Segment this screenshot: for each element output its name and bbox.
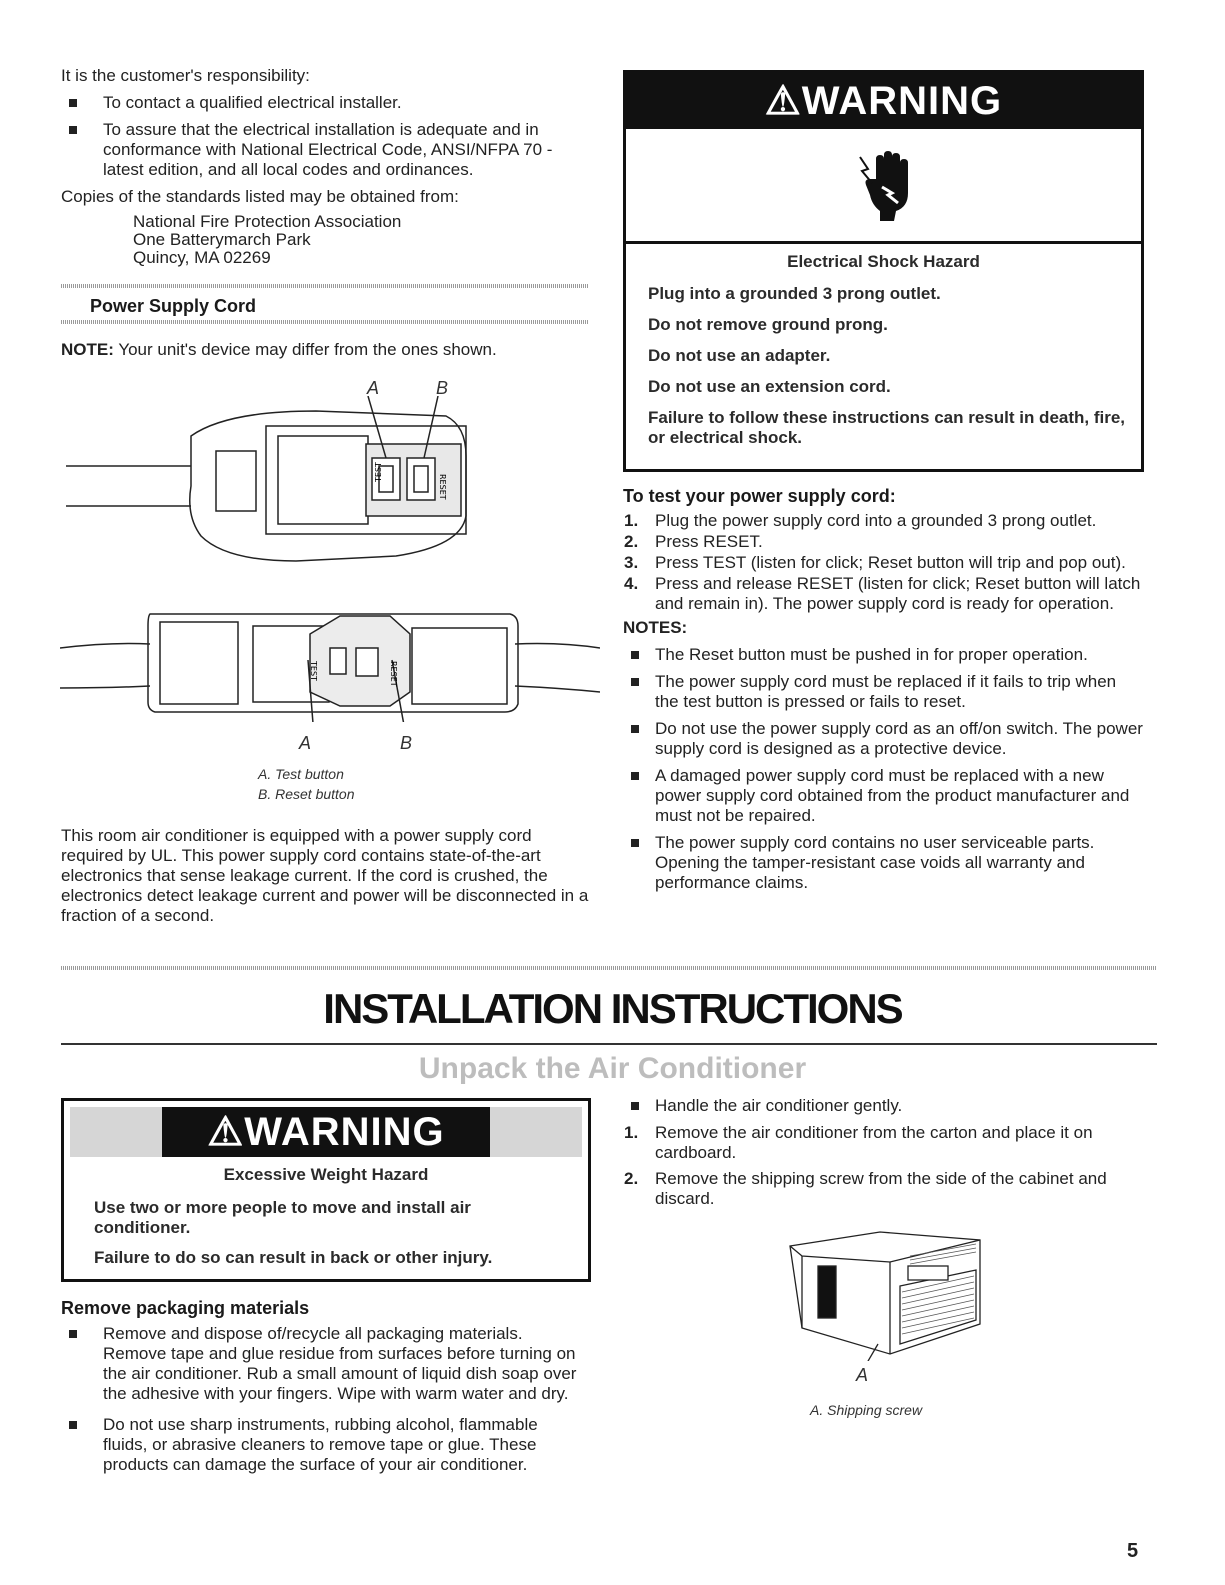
caption-line: B. Reset button — [258, 786, 355, 802]
list-item: 1. Plug the power supply cord into a grounded 3 prong outlet. — [624, 511, 1097, 530]
remove-packaging-section — [61, 1298, 581, 1482]
excessive-weight-warning-box — [61, 1098, 591, 1282]
page-number: 5 — [1127, 1540, 1139, 1562]
address-line: Quincy, MA 02269 — [133, 248, 271, 267]
list-item: Remove and dispose of/recycle all packaging materials. Remove tape and glue residue from surfaces before turning on the air conditioner. Rub a small amount of liquid dish soap over the adhesive with your fingers. Wipe with warm water and dry. — [61, 1324, 581, 1404]
hazard-title: Excessive Weight Hazard — [223, 1165, 429, 1184]
remove-packaging-heading: Remove packaging materials — [61, 1298, 310, 1318]
warning-line: Do not remove ground prong. — [648, 315, 888, 334]
address-block — [61, 213, 581, 267]
warning-title: ⚠WARNING — [764, 79, 1003, 123]
test-button-label: TEST — [309, 661, 318, 681]
warning-line: Failure to follow these instructions can result in death, fire, or electrical shock. — [648, 408, 1126, 447]
divider — [61, 284, 589, 288]
list-item: To assure that the electrical installation is adequate and in conformance with National Electrical Code, ANSI/NFPA 70 - latest edition, and all local codes and ordinances. — [61, 120, 581, 180]
divider — [61, 1043, 1157, 1045]
warning-banner — [70, 1107, 582, 1157]
list-item: 3. Press TEST (listen for click; Reset button will trip and pop out). — [624, 553, 1126, 572]
warning-lines — [64, 1198, 588, 1268]
label-b-top: B — [436, 378, 449, 398]
reset-button-label: RESET — [389, 661, 398, 687]
label-a-shipping-screw: A — [856, 1365, 869, 1385]
unpack-section — [623, 1096, 1143, 1210]
label-a-bottom: A — [299, 733, 312, 753]
figure-caption: A. Shipping screw — [810, 1402, 923, 1418]
warning-line: Use two or more people to move and install air conditioner. — [94, 1198, 471, 1237]
list-item: 2. Press RESET. — [624, 532, 763, 551]
unpack-steps — [623, 1123, 1143, 1209]
notes-label: NOTES: — [623, 618, 688, 637]
test-cord-section — [623, 486, 1143, 900]
divider — [61, 966, 1157, 970]
shock-icon-area — [626, 129, 1141, 244]
copies-text: Copies of the standards listed may be obtained from: — [61, 187, 459, 206]
responsibility-list — [61, 93, 581, 180]
power-cord-paragraph: This room air conditioner is equipped with a power supply cord required by UL. This power supply cord contains state-of-the-art electronics that sense leakage current. If the cord is crushed, the electronics detect leakage current and power will be disconnected in a fraction of a second. — [61, 826, 589, 925]
divider — [61, 320, 589, 324]
label-a-top: A — [367, 378, 380, 398]
list-item: A damaged power supply cord must be replaced with a new power supply cord obtained from the product manufacturer and must not be repaired. — [623, 766, 1143, 826]
air-conditioner-illustration — [780, 1226, 990, 1361]
warning-banner — [626, 73, 1141, 129]
list-item: The Reset button must be pushed in for proper operation. — [623, 645, 1143, 665]
power-cord-device-illustration-bottom — [60, 606, 600, 722]
list-item: 4. Press and release RESET (listen for click; Reset button will latch and remain in). The power supply cord is ready for operation. — [624, 574, 1141, 613]
note-body: Your unit's device may differ from the ones shown. — [118, 340, 497, 359]
caption-line: A. Test button — [258, 766, 344, 782]
electrical-shock-warning-box — [623, 70, 1144, 472]
warning-line: Do not use an adapter. — [648, 346, 831, 365]
list-item: The power supply cord contains no user serviceable parts. Opening the tamper-resistant case voids all warranty and performance claims. — [623, 833, 1143, 893]
test-button-label: TEST — [374, 462, 383, 482]
remove-packaging-list — [61, 1324, 581, 1475]
label-b-bottom: B — [400, 733, 413, 753]
warning-line: Failure to do so can result in back or other injury. — [94, 1248, 493, 1267]
power-cord-device-illustration-top — [66, 396, 486, 576]
address-line: One Batterymarch Park — [133, 230, 311, 249]
list-item: To contact a qualified electrical installer. — [61, 93, 581, 113]
note-text — [61, 340, 591, 360]
test-cord-heading: To test your power supply cord: — [623, 486, 896, 506]
warning-line: Do not use an extension cord. — [648, 377, 891, 396]
test-steps — [623, 511, 1143, 614]
electric-shock-hand-icon — [858, 149, 918, 225]
reset-button-label: RESET — [438, 474, 447, 500]
figure-caption — [258, 764, 355, 804]
note-label: NOTE: — [61, 340, 114, 359]
list-item: Do not use sharp instruments, rubbing alcohol, flammable fluids, or abrasive cleaners to remove tape or glue. These products can damage the surface of your air conditioner. — [61, 1415, 581, 1475]
warning-title: ⚠WARNING — [207, 1110, 445, 1154]
list-item: 1. Remove the air conditioner from the carton and place it on cardboard. — [624, 1123, 1093, 1162]
intro-text: It is the customer's responsibility: — [61, 66, 310, 85]
customer-responsibility-section — [61, 66, 581, 267]
hazard-title: Electrical Shock Hazard — [787, 252, 980, 271]
list-item: Handle the air conditioner gently. — [623, 1096, 1143, 1116]
unpack-bullets — [623, 1096, 1143, 1116]
warning-lines — [626, 284, 1141, 448]
notes-list — [623, 645, 1143, 893]
list-item: 2. Remove the shipping screw from the side of the cabinet and discard. — [624, 1169, 1107, 1208]
address-line: National Fire Protection Association — [133, 212, 402, 231]
list-item: The power supply cord must be replaced if it fails to trip when the test button is pressed or fails to reset. — [623, 672, 1143, 712]
installation-title: INSTALLATION INSTRUCTIONS — [323, 985, 902, 1032]
list-item: Do not use the power supply cord as an off/on switch. The power supply cord is designed as a protective device. — [623, 719, 1143, 759]
unpack-subtitle: Unpack the Air Conditioner — [418, 1052, 807, 1085]
power-supply-cord-heading: Power Supply Cord — [90, 296, 257, 316]
warning-line: Plug into a grounded 3 prong outlet. — [648, 284, 941, 303]
